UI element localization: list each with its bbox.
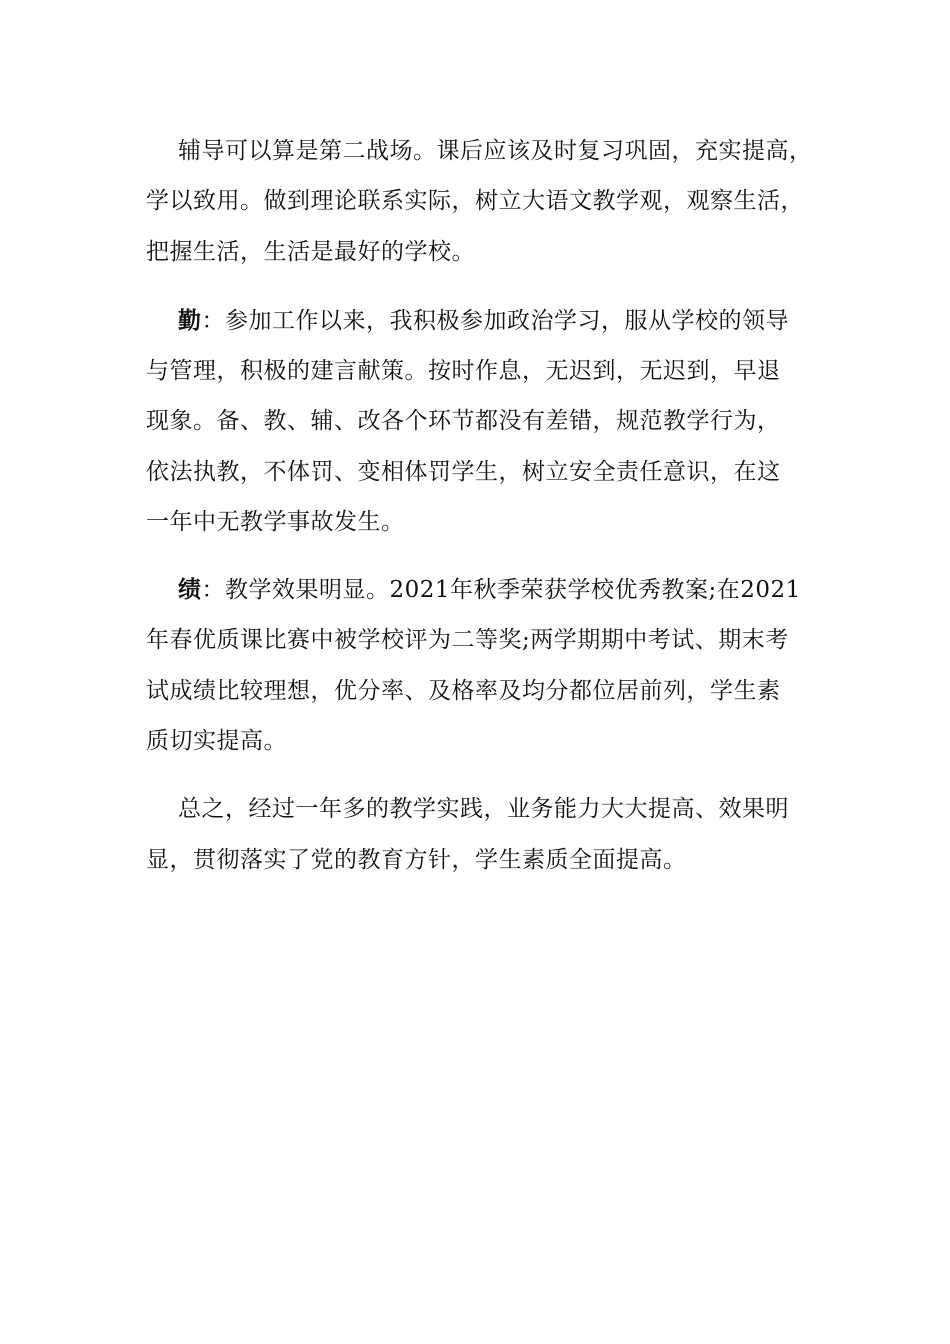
paragraph-3-line-1	[178, 575, 858, 605]
paragraph-3-line-2: 年春优质课比赛中被学校评为二等奖;两学期期中考试、期末考	[146, 627, 789, 653]
paragraph-2-line-3: 现象。备、教、辅、改各个环节都没有差错，规范教学行为，	[146, 408, 781, 434]
paragraph-1-line-2: 学以致用。做到理论联系实际，树立大语文教学观，观察生活，	[146, 188, 804, 214]
paragraph-4-line-1: 总之，经过一年多的教学实践，业务能力大大提高、效果明	[178, 796, 789, 822]
paragraph-1-line-3: 把握生活，生活是最好的学校。	[146, 239, 475, 265]
paragraph-4-line-2: 显，贯彻落实了党的教育方针，学生素质全面提高。	[146, 847, 687, 873]
paragraph-3-keyword: 绩	[178, 576, 202, 603]
paragraph-3-line-3: 试成绩比较理想，优分率、及格率及均分都位居前列，学生素	[146, 678, 781, 704]
paragraph-3-line-1-text: ：教学效果明显。2021年秋季荣获学校优秀教案;在2021	[201, 577, 801, 603]
paragraph-2-line-4: 依法执教，不体罚、变相体罚学生，树立安全责任意识，在这	[146, 459, 781, 485]
paragraph-2-line-1-text: ：参加工作以来，我积极参加政治学习，服从学校的领导	[201, 308, 789, 334]
paragraph-2-line-2: 与管理，积极的建言献策。按时作息，无迟到，无迟到，早退	[146, 358, 781, 384]
paragraph-3-line-4: 质切实提高。	[146, 728, 287, 754]
paragraph-1-line-1: 辅导可以算是第二战场。课后应该及时复习巩固，充实提高，	[178, 138, 813, 164]
paragraph-2-line-1	[178, 306, 858, 336]
paragraph-2-keyword: 勤	[178, 307, 202, 334]
paragraph-2-line-5: 一年中无教学事故发生。	[146, 509, 405, 535]
